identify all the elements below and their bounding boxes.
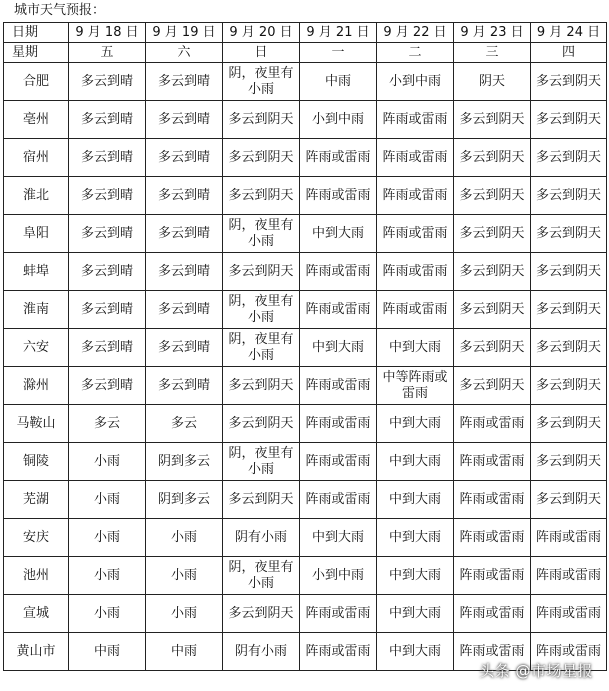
forecast-cell: 阴有小雨 (223, 519, 300, 557)
table-row (4, 595, 607, 633)
forecast-cell: 中到大雨 (377, 519, 454, 557)
date-cell: 9 月 22 日 (377, 23, 454, 43)
forecast-cell: 阵雨或雷雨 (454, 481, 531, 519)
forecast-cell: 小雨 (146, 519, 223, 557)
page-title: 城市天气预报： (14, 3, 106, 18)
forecast-cell: 多云到阴天 (531, 139, 607, 177)
forecast-cell: 阴有小雨 (223, 633, 300, 671)
table-row (4, 291, 607, 329)
city-name: 铜陵 (4, 443, 69, 481)
forecast-cell: 多云到阴天 (454, 367, 531, 405)
table-row (4, 557, 607, 595)
forecast-cell: 多云到晴 (69, 215, 146, 253)
forecast-cell: 多云到阴天 (223, 481, 300, 519)
forecast-cell: 阴天 (454, 63, 531, 101)
forecast-cell: 阵雨或雷雨 (300, 633, 377, 671)
forecast-cell: 小雨 (69, 481, 146, 519)
forecast-cell: 多云 (69, 405, 146, 443)
forecast-cell: 中雨 (300, 63, 377, 101)
city-name: 阜阳 (4, 215, 69, 253)
forecast-cell: 阴，夜里有小雨 (223, 291, 300, 329)
table-row (4, 405, 607, 443)
table-row (4, 139, 607, 177)
forecast-cell: 多云到晴 (146, 101, 223, 139)
forecast-cell: 阵雨或雷雨 (454, 633, 531, 671)
weekday-cell: 六 (146, 43, 223, 63)
city-name: 芜湖 (4, 481, 69, 519)
date-cell: 9 月 21 日 (300, 23, 377, 43)
forecast-cell: 中到大雨 (377, 633, 454, 671)
forecast-cell: 阵雨或雷雨 (300, 443, 377, 481)
forecast-cell: 多云到阴天 (223, 139, 300, 177)
weather-forecast-table (3, 22, 607, 671)
forecast-cell: 小到中雨 (300, 101, 377, 139)
table-row (4, 329, 607, 367)
city-name: 合肥 (4, 63, 69, 101)
forecast-cell: 小到中雨 (300, 557, 377, 595)
forecast-cell: 多云到晴 (69, 253, 146, 291)
forecast-cell: 中到大雨 (377, 443, 454, 481)
forecast-cell: 阵雨或雷雨 (377, 139, 454, 177)
weekday-cell: 五 (69, 43, 146, 63)
weekday-cell: 四 (531, 43, 607, 63)
weekday-cell: 三 (454, 43, 531, 63)
forecast-cell: 中到大雨 (377, 405, 454, 443)
forecast-cell: 多云到阴天 (454, 215, 531, 253)
forecast-cell: 阵雨或雷雨 (531, 595, 607, 633)
forecast-cell: 多云到晴 (146, 367, 223, 405)
table-row (4, 367, 607, 405)
forecast-cell: 阵雨或雷雨 (377, 253, 454, 291)
city-name: 宿州 (4, 139, 69, 177)
forecast-cell: 多云到阴天 (223, 177, 300, 215)
forecast-cell: 阵雨或雷雨 (531, 519, 607, 557)
forecast-cell: 多云到阴天 (223, 595, 300, 633)
forecast-cell: 多云到晴 (146, 291, 223, 329)
forecast-cell: 中到大雨 (300, 329, 377, 367)
forecast-cell: 多云到阴天 (223, 367, 300, 405)
forecast-cell: 多云到阴天 (531, 405, 607, 443)
city-name: 六安 (4, 329, 69, 367)
city-name: 安庆 (4, 519, 69, 557)
forecast-cell: 阵雨或雷雨 (300, 291, 377, 329)
forecast-cell: 多云到阴天 (531, 177, 607, 215)
forecast-cell: 多云到阴天 (531, 101, 607, 139)
forecast-cell: 多云到晴 (146, 63, 223, 101)
forecast-cell: 阴，夜里有小雨 (223, 329, 300, 367)
forecast-cell: 中到大雨 (300, 519, 377, 557)
forecast-cell: 多云到阴天 (454, 101, 531, 139)
forecast-cell: 阴，夜里有小雨 (223, 557, 300, 595)
weekday-header-row (4, 43, 607, 63)
forecast-cell: 多云到阴天 (531, 367, 607, 405)
date-cell: 9 月 24 日 (531, 23, 607, 43)
city-name: 滁州 (4, 367, 69, 405)
forecast-cell: 阵雨或雷雨 (454, 519, 531, 557)
forecast-cell: 阵雨或雷雨 (454, 595, 531, 633)
weekday-cell: 一 (300, 43, 377, 63)
forecast-cell: 中等阵雨或雷雨 (377, 367, 454, 405)
forecast-cell: 多云到晴 (69, 329, 146, 367)
forecast-cell: 中到大雨 (377, 481, 454, 519)
weekday-cell: 日 (223, 43, 300, 63)
table-row (4, 177, 607, 215)
city-name: 亳州 (4, 101, 69, 139)
table-row (4, 215, 607, 253)
forecast-cell: 多云 (146, 405, 223, 443)
city-name: 淮北 (4, 177, 69, 215)
forecast-cell: 中到大雨 (300, 215, 377, 253)
watermark: 头条 @市场星报 (479, 662, 593, 680)
forecast-cell: 多云到晴 (146, 177, 223, 215)
forecast-cell: 多云到阴天 (223, 101, 300, 139)
forecast-cell: 小雨 (69, 595, 146, 633)
forecast-cell: 阵雨或雷雨 (377, 177, 454, 215)
forecast-cell: 阵雨或雷雨 (454, 405, 531, 443)
forecast-cell: 阵雨或雷雨 (300, 481, 377, 519)
forecast-cell: 小雨 (69, 557, 146, 595)
city-name: 宣城 (4, 595, 69, 633)
forecast-cell: 多云到晴 (69, 63, 146, 101)
forecast-cell: 多云到阴天 (454, 139, 531, 177)
forecast-cell: 阵雨或雷雨 (531, 633, 607, 671)
forecast-cell: 阵雨或雷雨 (300, 253, 377, 291)
table-row (4, 101, 607, 139)
date-label: 日期 (4, 23, 69, 43)
forecast-cell: 阵雨或雷雨 (300, 595, 377, 633)
forecast-cell: 中到大雨 (377, 595, 454, 633)
forecast-cell: 多云到晴 (146, 329, 223, 367)
forecast-cell: 多云到阴天 (454, 329, 531, 367)
forecast-cell: 多云到阴天 (223, 253, 300, 291)
forecast-cell: 中雨 (146, 633, 223, 671)
weekday-cell: 二 (377, 43, 454, 63)
forecast-cell: 小雨 (69, 519, 146, 557)
forecast-cell: 多云到阴天 (531, 329, 607, 367)
date-cell: 9 月 19 日 (146, 23, 223, 43)
forecast-cell: 多云到阴天 (454, 177, 531, 215)
table-row (4, 63, 607, 101)
forecast-cell: 阵雨或雷雨 (377, 291, 454, 329)
forecast-cell: 小雨 (69, 443, 146, 481)
forecast-cell: 多云到阴天 (531, 291, 607, 329)
table-row (4, 481, 607, 519)
table-row (4, 443, 607, 481)
forecast-cell: 多云到阴天 (531, 215, 607, 253)
forecast-cell: 多云到阴天 (454, 253, 531, 291)
forecast-cell: 多云到阴天 (531, 253, 607, 291)
forecast-cell: 多云到阴天 (454, 291, 531, 329)
forecast-cell: 中雨 (69, 633, 146, 671)
forecast-cell: 阵雨或雷雨 (377, 215, 454, 253)
forecast-cell: 多云到晴 (146, 139, 223, 177)
city-name: 蚌埠 (4, 253, 69, 291)
forecast-cell: 阵雨或雷雨 (454, 557, 531, 595)
forecast-cell: 中到大雨 (377, 329, 454, 367)
forecast-cell: 多云到阴天 (531, 63, 607, 101)
forecast-cell: 多云到晴 (69, 367, 146, 405)
city-name: 池州 (4, 557, 69, 595)
table-row (4, 253, 607, 291)
forecast-cell: 多云到阴天 (531, 481, 607, 519)
forecast-cell: 多云到晴 (146, 253, 223, 291)
forecast-cell: 多云到晴 (69, 177, 146, 215)
forecast-cell: 阴到多云 (146, 481, 223, 519)
forecast-cell: 阵雨或雷雨 (454, 443, 531, 481)
date-header-row (4, 23, 607, 43)
forecast-cell: 阵雨或雷雨 (300, 367, 377, 405)
forecast-cell: 阵雨或雷雨 (531, 557, 607, 595)
forecast-cell: 阴，夜里有小雨 (223, 443, 300, 481)
table-row (4, 519, 607, 557)
date-cell: 9 月 18 日 (69, 23, 146, 43)
forecast-cell: 阴到多云 (146, 443, 223, 481)
city-name: 马鞍山 (4, 405, 69, 443)
forecast-cell: 阵雨或雷雨 (300, 177, 377, 215)
forecast-cell: 阵雨或雷雨 (300, 405, 377, 443)
forecast-cell: 阴，夜里有小雨 (223, 215, 300, 253)
forecast-cell: 阵雨或雷雨 (377, 101, 454, 139)
forecast-cell: 多云到晴 (146, 215, 223, 253)
forecast-cell: 多云到晴 (69, 101, 146, 139)
forecast-cell: 阴，夜里有小雨 (223, 63, 300, 101)
forecast-cell: 多云到阴天 (223, 405, 300, 443)
date-cell: 9 月 23 日 (454, 23, 531, 43)
forecast-cell: 阵雨或雷雨 (300, 139, 377, 177)
city-name: 黄山市 (4, 633, 69, 671)
forecast-cell: 小雨 (146, 595, 223, 633)
forecast-cell: 中到大雨 (377, 557, 454, 595)
date-cell: 9 月 20 日 (223, 23, 300, 43)
forecast-cell: 小雨 (146, 557, 223, 595)
city-name: 淮南 (4, 291, 69, 329)
weekday-label: 星期 (4, 43, 69, 63)
forecast-cell: 多云到晴 (69, 139, 146, 177)
forecast-cell: 小到中雨 (377, 63, 454, 101)
forecast-cell: 多云到阴天 (531, 443, 607, 481)
forecast-cell: 多云到晴 (69, 291, 146, 329)
